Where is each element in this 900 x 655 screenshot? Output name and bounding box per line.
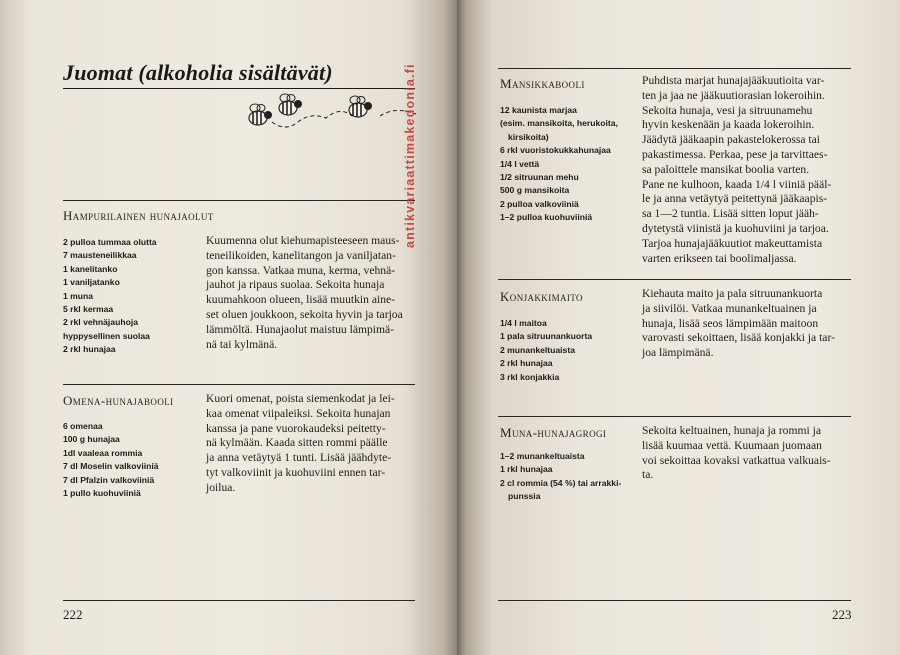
footer-rule	[63, 600, 415, 601]
ingredient: 1/4 l vettä	[500, 158, 540, 169]
method-line: kaa omenat viipaleiksi. Sekoita hunajan	[206, 406, 391, 420]
method-line: varovasti sekoittaen, lisää konjakki ja tar-	[642, 331, 835, 345]
ingredient: 2 pulloa tummaa olutta	[63, 237, 157, 247]
ingredient-list	[63, 420, 159, 500]
method-line: sa paloittele mansikat boolia varten.	[642, 162, 810, 176]
bee-icon	[279, 94, 302, 115]
method-text	[206, 392, 395, 496]
ingredient: 1 pullo kuohuviiniä	[63, 488, 141, 499]
ingredient: punssia	[508, 491, 541, 502]
ingredient: 500 g mansikoita	[500, 185, 570, 196]
method-line: Kuori omenat, poista siemenkodat ja lei-	[206, 392, 395, 405]
ingredient: 100 g hunajaa	[63, 434, 120, 445]
ingredient: 2 rkl hunajaa	[500, 358, 553, 369]
ingredient: 1/2 sitruunan mehu	[500, 172, 579, 183]
method-line: Tarjoa hunajajääkuutiot makeuttamista	[642, 236, 823, 250]
method-line: joa lämpimänä.	[642, 346, 714, 360]
recipe-heading: Hampurilainen hunajaolut	[63, 208, 214, 223]
ingredient: 7 dl Moselin valkoviiniä	[63, 461, 159, 472]
method-line: Sekoita keltuainen, hunaja ja rommi ja	[642, 424, 822, 437]
method-line: Jäädytä jääkaapin pakastelokerossa tai	[642, 133, 821, 147]
recipe-heading: Mansikkabooli	[500, 76, 585, 91]
method-text	[206, 234, 403, 352]
page-number: 222	[63, 607, 83, 622]
method-line: lämmöltä. Hunajaolut maistuu lämpimä-	[206, 322, 395, 336]
recipe-heading: Omena-hunajabooli	[63, 393, 174, 408]
ingredient-list	[500, 317, 592, 384]
page-number: 223	[832, 607, 852, 622]
ingredient: 1 pala sitruunankuorta	[500, 331, 593, 342]
method-line: teneilikoiden, kanelitangon ja vaniljatan-	[206, 248, 396, 262]
page-title: Juomat (alkoholia sisältävät)	[63, 60, 333, 85]
method-text	[642, 74, 831, 266]
method-line: varten erikseen tai boolimaljassa.	[642, 251, 797, 265]
ingredient: 2 rkl vehnäjauhoja	[63, 317, 138, 328]
method-line: dytetystä viinistä ja kuohuviini ja tarjoa.	[642, 221, 829, 235]
section-rule	[498, 416, 851, 417]
watermark: antikvariaattimakedonia.fi	[403, 63, 417, 248]
ingredient: 1–2 pulloa kuohuviiniä	[500, 212, 593, 223]
ingredient: 7 mausteneilikkaa	[63, 250, 137, 261]
ingredient: 1dl vaaleaa rommia	[63, 447, 143, 458]
right-page	[457, 0, 900, 655]
section-rule	[63, 200, 415, 201]
ingredient-list	[63, 236, 157, 357]
bees-illustration	[240, 92, 420, 134]
method-line: lisää kuumaa vettä. Kuumaan juomaan	[642, 438, 822, 452]
method-line: ja siivilöi. Vatkaa munankeltuainen ja	[642, 301, 817, 315]
ingredient: kirsikoita)	[508, 131, 549, 142]
method-line: ten ja jaa ne jääkuutiorasian lokeroihin.	[642, 88, 825, 102]
ingredient: 1–2 munankeltuaista	[500, 451, 585, 461]
section-rule	[498, 279, 851, 280]
recipe-heading: Muna-hunajagrogi	[500, 425, 607, 440]
method-line: kuumahkoon olueen, lisää muutkin aine-	[206, 293, 395, 307]
ingredient: 1 kanelitanko	[63, 263, 118, 274]
method-text	[642, 287, 835, 361]
method-line: gon kanssa. Vatkaa muna, kerma, vehnä-	[206, 263, 396, 277]
ingredient: 2 cl rommia (54 %) tai arrakki-	[500, 477, 622, 488]
ingredient: 1 rkl hunajaa	[500, 464, 553, 475]
method-line: nä tai kylmänä.	[206, 337, 278, 351]
method-line: Kuumenna olut kiehumapisteeseen maus-	[206, 234, 400, 247]
ingredient: 2 rkl hunajaa	[63, 344, 116, 355]
ingredient: 6 omenaa	[63, 421, 103, 431]
ingredient-list	[500, 104, 618, 225]
method-line: set oluen joukkoon, sekoita hyvin ja tarjoa	[206, 307, 403, 321]
recipe-heading: Konjakkimaito	[500, 289, 583, 304]
ingredient: 7 dl Pfalzin valkoviiniä	[63, 474, 155, 485]
ingredient: 2 munankeltuaista	[500, 344, 575, 355]
method-line: pakastimessa. Perkaa, pese ja tarvittaes-	[642, 147, 828, 161]
method-line: hyvin keskenään ja kaada lokeroihin.	[642, 118, 815, 132]
method-line: voi sekoittaa kovaksi vatkattua valkuais-	[642, 453, 831, 467]
ingredient-list	[500, 450, 621, 504]
ingredient: (esim. mansikoita, herukoita,	[500, 118, 618, 129]
ingredient: 1 vaniljatanko	[63, 277, 120, 288]
section-rule	[498, 68, 851, 69]
method-line: Pane ne kulhoon, kaada 1/4 l viiniä pääl-	[642, 177, 832, 191]
ingredient: 12 kaunista marjaa	[500, 105, 577, 115]
footer-rule	[498, 600, 851, 601]
bee-icon	[349, 96, 372, 117]
method-line: joilua.	[206, 480, 236, 494]
method-line: jauhot ja ripaus suolaa. Sekoita hunaja	[206, 278, 385, 292]
method-line: Puhdista marjat hunajajääkuutioita var-	[642, 74, 825, 87]
ingredient: 5 rkl kermaa	[63, 304, 114, 315]
section-rule	[63, 384, 415, 385]
method-line: ja anna vetäytyä 1 tunti. Lisää jäähdyte-	[206, 451, 392, 465]
title-rule	[63, 88, 415, 89]
bee-icon	[249, 104, 272, 125]
ingredient: 3 rkl konjakkia	[500, 371, 560, 382]
method-line: Kiehauta maito ja pala sitruunankuorta	[642, 287, 823, 300]
method-line: tyt valkoviinit ja kuohuviini ennen tar-	[206, 465, 386, 479]
ingredient: 1 muna	[63, 290, 94, 301]
method-line: nä kylmään. Kaada sitten rommi päälle	[206, 436, 388, 450]
method-line: kanssa ja pane vuorokaudeksi peitetty-	[206, 421, 386, 435]
ingredient: 6 rkl vuoristokukkahunajaa	[500, 145, 611, 156]
method-line: le ja anna vetäytyä peitettynä jääkaapis-	[642, 192, 828, 206]
ingredient: 1/4 l maitoa	[500, 318, 547, 328]
method-line: ta.	[642, 468, 654, 482]
ingredient: hyppysellinen suolaa	[63, 330, 150, 341]
method-text	[642, 424, 831, 483]
method-line: hunaja, lisää seos lämpimään maitoon	[642, 316, 819, 330]
method-line: Sekoita hunaja, vesi ja sitruunamehu	[642, 103, 813, 117]
ingredient: 2 pulloa valkoviiniä	[500, 198, 579, 209]
method-line: sa 1—2 tuntia. Lisää sitten loput jääh-	[642, 207, 819, 221]
